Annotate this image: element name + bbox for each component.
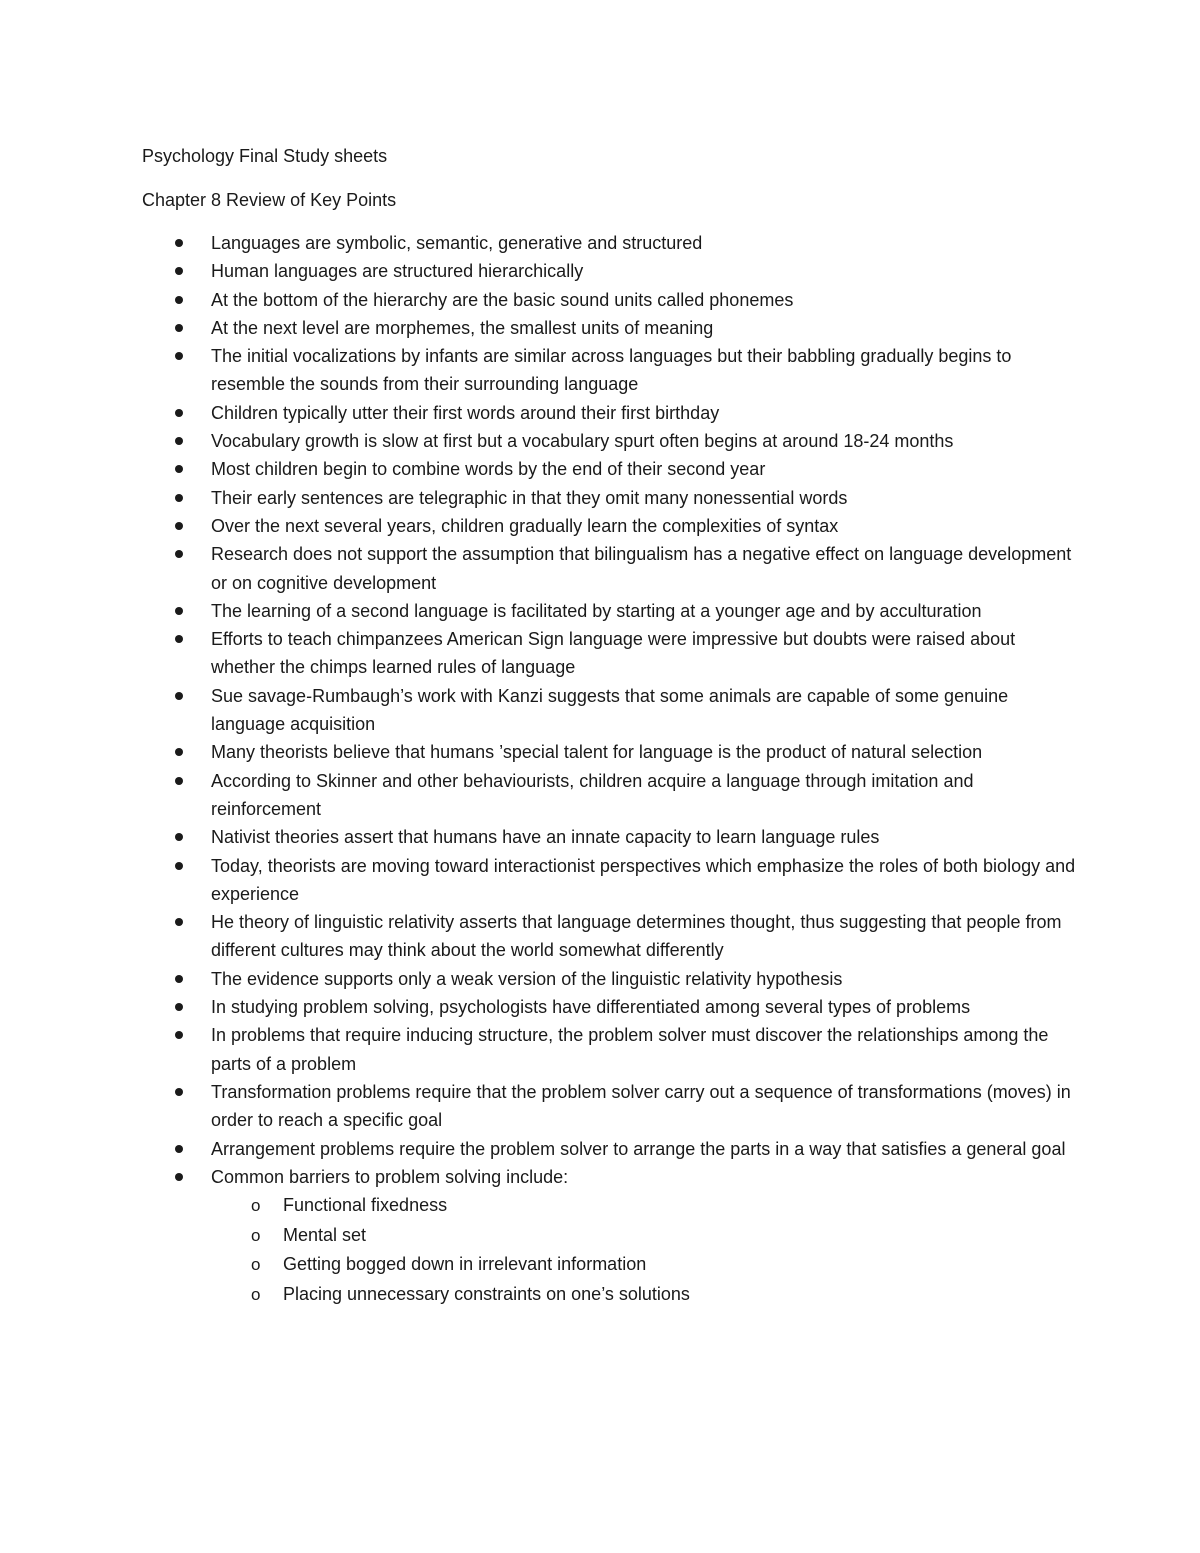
list-item (0, 738, 1081, 766)
list-item (0, 455, 1081, 483)
list-item-text: The learning of a second language is facilitated by starting at a younger age and by acculturation (211, 600, 982, 621)
list-item-text: According to Skinner and other behaviourists, children acquire a language through imitation and reinforcement (211, 770, 974, 819)
bullet-icon (175, 437, 183, 445)
bullet-icon (175, 777, 183, 785)
list-item (0, 257, 1081, 285)
list-item-text: Transformation problems require that the problem solver carry out a sequence of transformations (moves) in order to reach a specific goal (211, 1081, 1071, 1131)
bullet-icon (175, 409, 183, 417)
list-item (0, 512, 1081, 540)
circle-bullet-icon: o (251, 1225, 261, 1245)
list-item (0, 965, 1081, 993)
bullet-icon (175, 635, 183, 643)
list-item-text: Over the next several years, children gradually learn the complexities of syntax (211, 515, 839, 536)
list-item-text: Common barriers to problem solving include: (211, 1166, 569, 1187)
list-item-text: Arrangement problems require the problem solver to arrange the parts in a way that satisfies a general goal (211, 1138, 1066, 1159)
list-item-text: He theory of linguistic relativity asserts that language determines thought, thus suggesting that people from different cultures may think about the world somewhat differently (211, 912, 1062, 961)
barriers-sublist (211, 1191, 1081, 1309)
list-item (0, 342, 1081, 399)
sub-list-item (211, 1191, 1081, 1221)
list-item (0, 540, 1081, 597)
list-item-text: Many theorists believe that humans ’special talent for language is the product of natural selection (211, 742, 983, 763)
bullet-icon (175, 550, 183, 558)
list-item-text: Nativist theories assert that humans have an innate capacity to learn language rules (211, 827, 880, 848)
key-points-list (0, 229, 1200, 1309)
sub-list-item-text: Functional fixedness (283, 1195, 448, 1216)
list-item-text: The initial vocalizations by infants are similar across languages but their babbling gradually begins to resemble the sounds from their surrounding language (211, 346, 1012, 395)
list-item-text: Languages are symbolic, semantic, generative and structured (211, 233, 703, 253)
bullet-icon (175, 352, 183, 360)
bullet-icon (175, 692, 183, 700)
bullet-icon (175, 465, 183, 473)
list-item (0, 625, 1081, 682)
circle-bullet-icon: o (251, 1284, 261, 1304)
list-item (0, 1078, 1081, 1135)
list-item (0, 484, 1081, 512)
sub-list-item-text: Placing unnecessary constraints on one’s solutions (283, 1283, 690, 1304)
bullet-icon (175, 862, 183, 870)
list-item (0, 1135, 1081, 1163)
bullet-icon (175, 607, 183, 615)
section-heading: Chapter 8 Review of Key Points (142, 190, 397, 210)
bullet-icon (175, 748, 183, 756)
list-item-text: Research does not support the assumption that bilingualism has a negative effect on language development or on cognitive development (211, 544, 1072, 593)
list-item (0, 682, 1081, 739)
bullet-icon (175, 1088, 183, 1096)
list-item-text: Children typically utter their first words around their first birthday (211, 402, 720, 423)
bullet-icon (175, 239, 183, 247)
list-item-text: Their early sentences are telegraphic in that they omit many nonessential words (211, 487, 848, 508)
bullet-icon (175, 1145, 183, 1153)
bullet-icon (175, 494, 183, 502)
bullet-icon (175, 918, 183, 926)
list-item (0, 286, 1081, 314)
sub-list-item (211, 1221, 1081, 1251)
bullet-icon (175, 324, 183, 332)
list-item-text: Most children begin to combine words by the end of their second year (211, 459, 766, 480)
list-item (0, 852, 1081, 909)
list-item-text: In problems that require inducing structure, the problem solver must discover the relationships among the parts of a problem (211, 1025, 1049, 1074)
circle-bullet-icon: o (251, 1255, 261, 1275)
list-item (0, 1021, 1081, 1078)
list-item-text: Sue savage-Rumbaugh’s work with Kanzi suggests that some animals are capable of some genuine language acquisition (211, 685, 1009, 735)
sub-list-item-text: Getting bogged down in irrelevant information (283, 1254, 647, 1275)
bullet-icon (175, 1173, 183, 1181)
circle-bullet-icon: o (251, 1196, 261, 1216)
list-item (0, 1163, 1081, 1309)
sub-list-item (211, 1250, 1081, 1280)
document-title: Psychology Final Study sheets (142, 146, 388, 166)
list-item (0, 993, 1081, 1021)
list-item (0, 427, 1081, 455)
bullet-icon (175, 296, 183, 304)
list-item (0, 597, 1081, 625)
bullet-icon (175, 522, 183, 530)
bullet-icon (175, 833, 183, 841)
bullet-icon (175, 975, 183, 983)
list-item-text: Efforts to teach chimpanzees American Sign language were impressive but doubts were raised about whether the chimps learned rules of language (211, 629, 1016, 678)
bullet-icon (175, 1031, 183, 1039)
list-item (0, 229, 1081, 257)
list-item (0, 399, 1081, 427)
bullet-icon (175, 267, 183, 275)
list-item-text: At the bottom of the hierarchy are the basic sound units called phonemes (211, 289, 794, 310)
list-item-text: The evidence supports only a weak version of the linguistic relativity hypothesis (211, 968, 843, 989)
list-item-text: In studying problem solving, psychologists have differentiated among several types of problems (211, 997, 971, 1018)
list-item-text: Human languages are structured hierarchically (211, 261, 584, 282)
list-item-text: Today, theorists are moving toward interactionist perspectives which emphasize the roles of both biology and experience (211, 855, 1076, 904)
list-item (0, 767, 1081, 824)
list-item (0, 823, 1081, 851)
list-item-text: Vocabulary growth is slow at first but a vocabulary spurt often begins at around 18-24 months (211, 431, 954, 452)
sub-list-item (211, 1280, 1081, 1310)
list-item (0, 908, 1081, 965)
list-item (0, 314, 1081, 342)
bullet-icon (175, 1003, 183, 1011)
list-item-text: At the next level are morphemes, the smallest units of meaning (211, 317, 714, 338)
sub-list-item-text: Mental set (283, 1224, 367, 1245)
